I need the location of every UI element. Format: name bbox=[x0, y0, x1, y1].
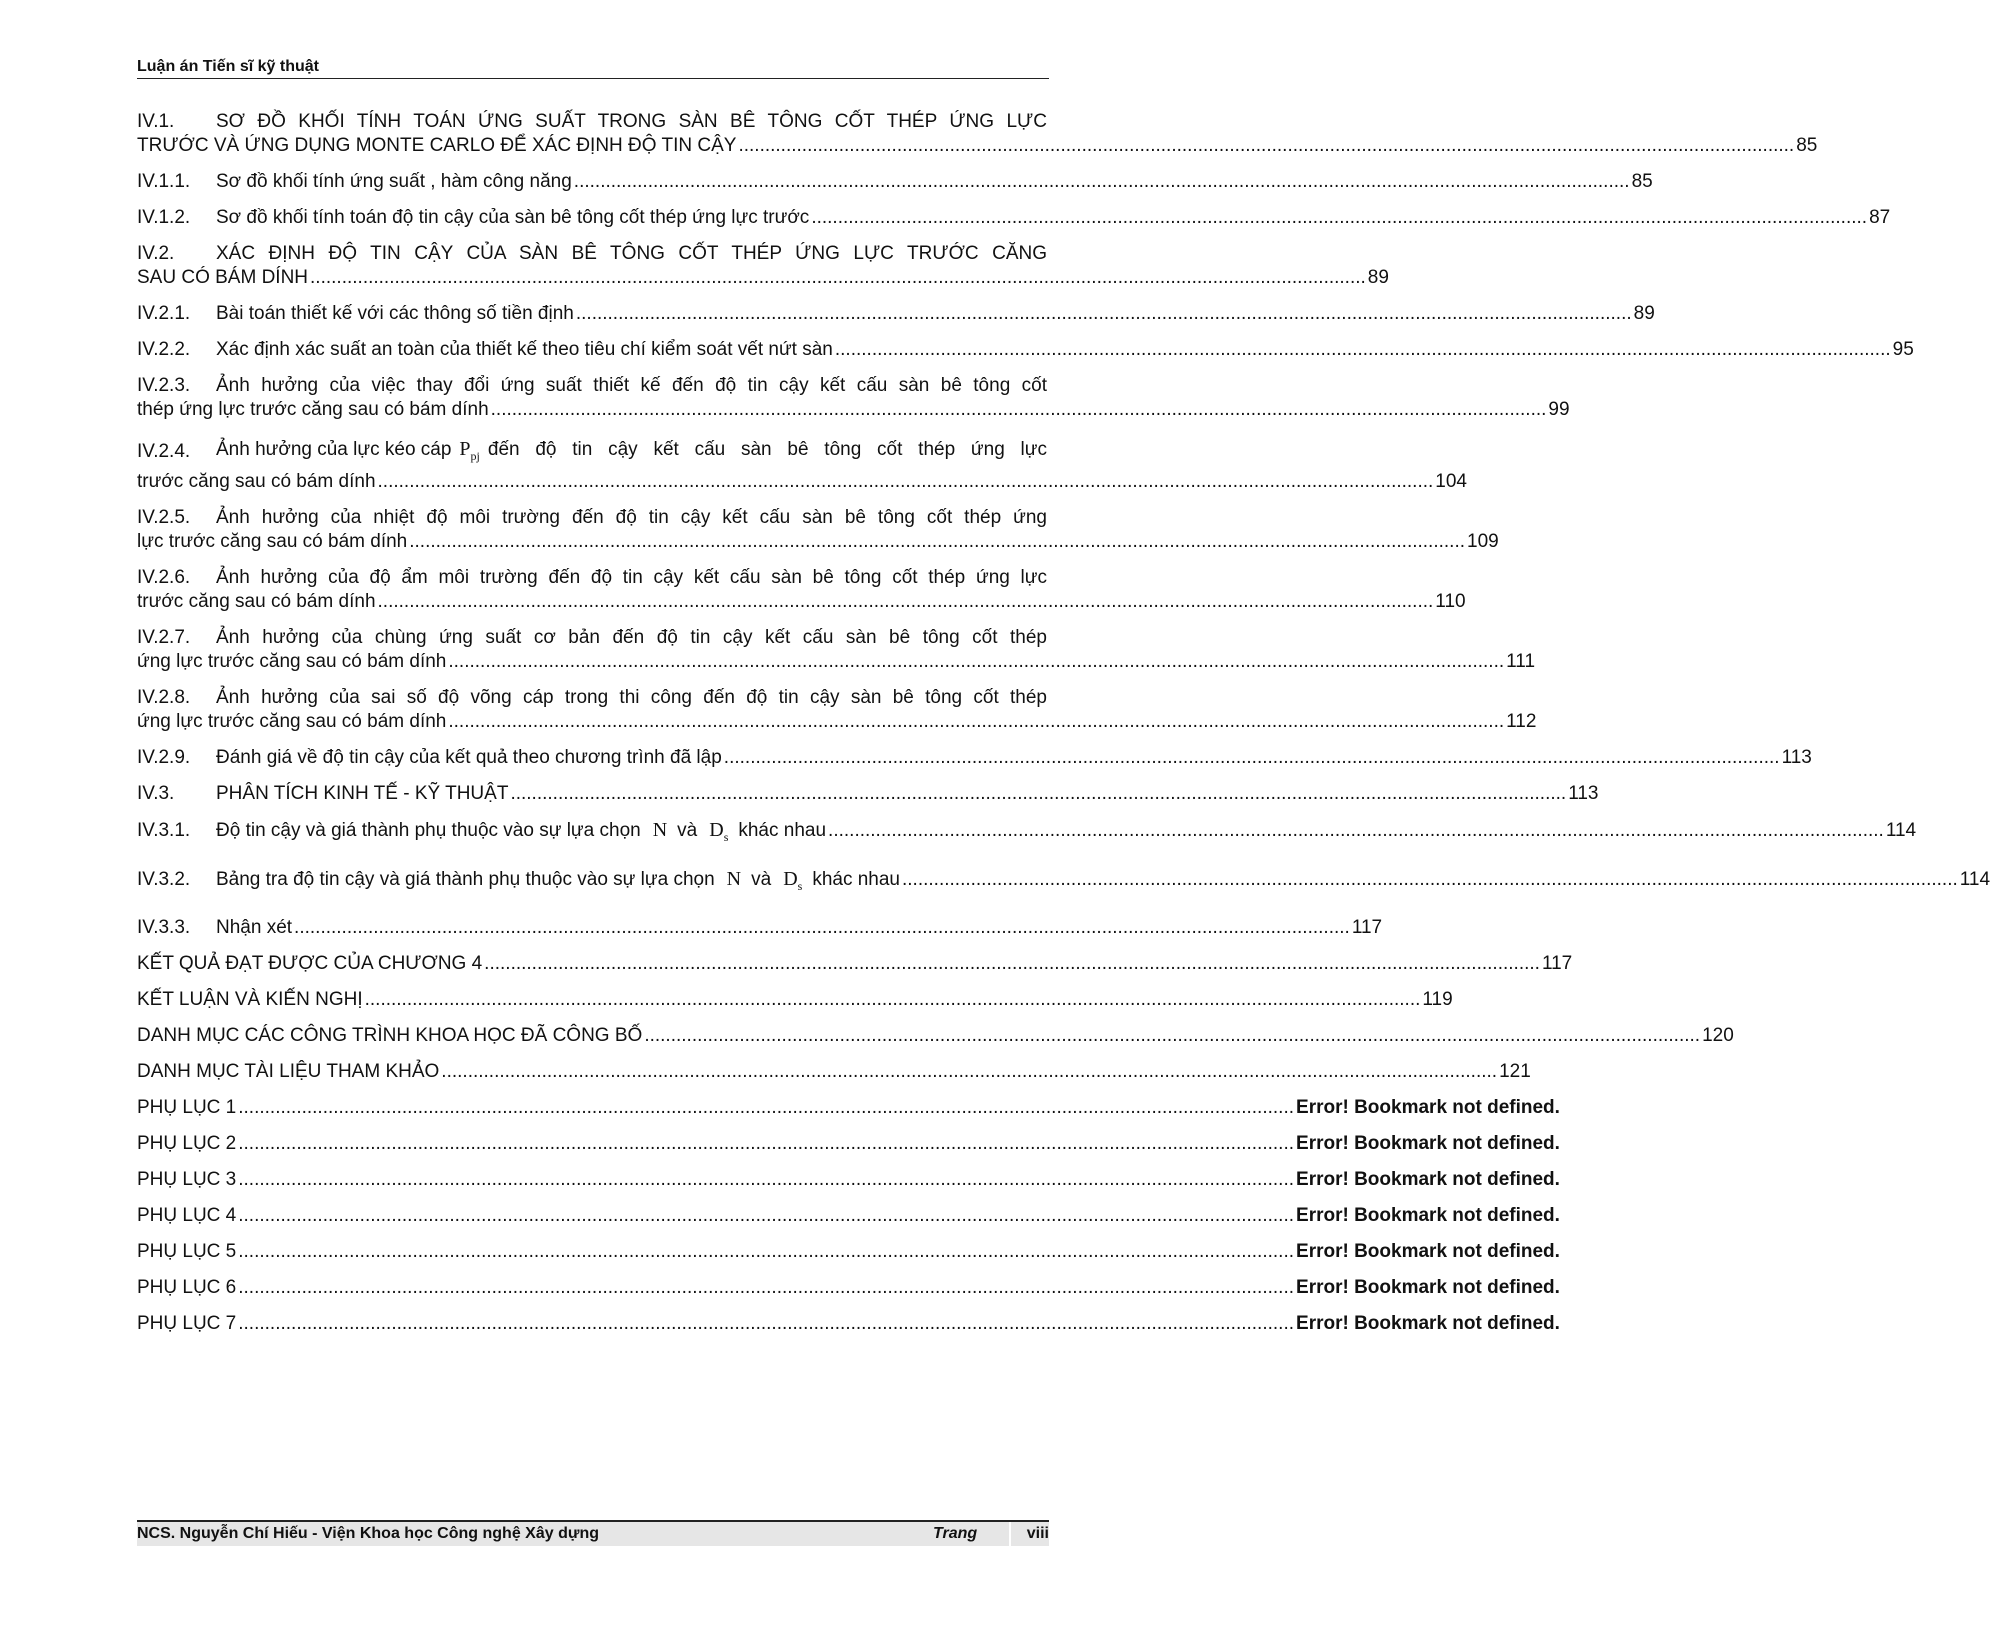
toc-entry-title-cont: SAU CÓ BÁM DÍNH bbox=[137, 267, 309, 288]
toc-entry-title-and: và bbox=[677, 820, 698, 841]
toc-leader: ........................................................................................................................................................................................................ bbox=[902, 869, 1958, 890]
toc-entry-page: 112 bbox=[1506, 711, 1537, 732]
toc-entry-title: PHỤ LỤC 2 bbox=[137, 1133, 237, 1154]
toc-entry-number: IV.2.1. bbox=[137, 303, 191, 324]
toc-entry-title: PHỤ LỤC 1 bbox=[137, 1097, 237, 1118]
toc-entry-number: IV.2. bbox=[137, 243, 175, 264]
toc-entry[interactable] bbox=[137, 782, 1599, 806]
toc-entry-number: IV.3.1. bbox=[137, 820, 191, 841]
toc-entry-title-cont: lực trước căng sau có bám dính bbox=[137, 531, 408, 552]
toc-entry-page: 119 bbox=[1422, 989, 1453, 1010]
toc-entry[interactable] bbox=[137, 916, 1383, 940]
toc-entry[interactable] bbox=[137, 1204, 1560, 1228]
toc-leader: ........................................................................................................................................................................................................ bbox=[448, 711, 1505, 732]
toc-entry-page-error: Error! Bookmark not defined. bbox=[1296, 1313, 1560, 1334]
toc-entry-title: Ảnh hưởng của nhiệt độ môi trường đến độ tin cậy kết cấu sàn bê tông cốt thép ứng bbox=[216, 507, 1047, 528]
toc-entry-page: 121 bbox=[1499, 1061, 1531, 1082]
toc-entry[interactable] bbox=[137, 338, 1914, 362]
toc-entry-page: 117 bbox=[1541, 953, 1573, 974]
toc-entry-number: IV.3. bbox=[137, 783, 175, 804]
toc-entry[interactable] bbox=[137, 434, 1467, 494]
toc-entry-title-and: và bbox=[751, 869, 772, 890]
toc-entry-title: PHỤ LỤC 6 bbox=[137, 1277, 237, 1298]
toc-entry[interactable] bbox=[137, 626, 1536, 674]
toc-entry[interactable] bbox=[137, 1060, 1531, 1084]
toc-leader: ........................................................................................................................................................................................................ bbox=[738, 135, 1795, 156]
toc-entry-page: 89 bbox=[1633, 303, 1655, 324]
toc-leader: ........................................................................................................................................................................................................ bbox=[409, 531, 1466, 552]
toc-leader: ........................................................................................................................................................................................................ bbox=[238, 1205, 1295, 1226]
toc-entry[interactable] bbox=[137, 170, 1653, 194]
toc-entry-page: 109 bbox=[1467, 531, 1499, 552]
toc-entry-page: 85 bbox=[1631, 171, 1653, 192]
toc-entry-number: IV.2.8. bbox=[137, 687, 191, 708]
toc-entry[interactable] bbox=[137, 952, 1573, 976]
toc-leader: ........................................................................................................................................................................................................ bbox=[510, 783, 1567, 804]
toc-entry-title: PHỤ LỤC 4 bbox=[137, 1205, 237, 1226]
toc-entry-number: IV.3.2. bbox=[137, 869, 191, 890]
toc-entry-title: Bài toán thiết kế với các thông số tiền định bbox=[216, 303, 574, 324]
toc-entry-title-rest: khác nhau bbox=[812, 869, 900, 890]
toc-entry-number: IV.2.3. bbox=[137, 375, 191, 396]
toc-entry[interactable] bbox=[137, 1240, 1560, 1264]
toc-entry[interactable] bbox=[137, 1168, 1560, 1192]
footer-author: NCS. Nguyễn Chí Hiếu - Viện Khoa học Công nghệ Xây dựng bbox=[137, 1525, 599, 1542]
toc-entry-title: Ảnh hưởng của lực kéo cáp bbox=[216, 438, 452, 460]
toc-entry-page: 85 bbox=[1796, 135, 1818, 156]
toc-entry-title: Ảnh hưởng của sai số độ võng cáp trong thi công đến độ tin cậy sàn bê tông cốt thép bbox=[216, 687, 1047, 708]
toc-entry-title-cont: TRƯỚC VÀ ỨNG DỤNG MONTE CARLO ĐỂ XÁC ĐỊNH ĐỘ TIN CẬY bbox=[137, 135, 737, 156]
toc-entry-page: 114 bbox=[1959, 869, 1990, 890]
toc-entry-page: 99 bbox=[1548, 399, 1570, 420]
toc-leader: ........................................................................................................................................................................................................ bbox=[490, 399, 1547, 420]
toc-leader: ........................................................................................................................................................................................................ bbox=[238, 1241, 1295, 1262]
toc-entry-title-cont: trước căng sau có bám dính bbox=[137, 471, 376, 492]
toc-entry-title: Độ tin cậy và giá thành phụ thuộc vào sự lựa chọn bbox=[216, 820, 641, 841]
toc-leader: ........................................................................................................................................................................................................ bbox=[238, 1277, 1295, 1298]
toc-entry-page-error: Error! Bookmark not defined. bbox=[1296, 1097, 1560, 1118]
toc-entry-title: Đánh giá về độ tin cậy của kết quả theo chương trình đã lập bbox=[216, 747, 722, 768]
toc-entry-page: 95 bbox=[1892, 339, 1914, 360]
toc-entry-page: 113 bbox=[1781, 747, 1812, 768]
toc-entry-title-cont: ứng lực trước căng sau có bám dính bbox=[137, 711, 447, 732]
page-header bbox=[137, 58, 1049, 79]
toc-entry-title: SƠ ĐỒ KHỐI TÍNH TOÁN ỨNG SUẤT TRONG SÀN BÊ TÔNG CỐT THÉP ỨNG LỰC bbox=[216, 111, 1047, 132]
toc-entry-number: IV.2.2. bbox=[137, 339, 191, 360]
toc-entry-title-cont: ứng lực trước căng sau có bám dính bbox=[137, 651, 447, 672]
toc-entry-title: Sơ đồ khối tính ứng suất , hàm công năng bbox=[216, 171, 572, 192]
toc-entry-page: 104 bbox=[1435, 471, 1467, 492]
toc-entry-title: Ảnh hưởng của việc thay đổi ứng suất thiết kế đến độ tin cậy kết cấu sàn bê tông cốt bbox=[216, 375, 1047, 396]
toc-entry-page: 89 bbox=[1367, 267, 1389, 288]
toc-entry-title: Ảnh hưởng của chùng ứng suất cơ bản đến độ tin cậy kết cấu sàn bê tông cốt thép bbox=[216, 627, 1047, 648]
toc-leader: ........................................................................................................................................................................................................ bbox=[238, 1097, 1295, 1118]
toc-entry-page: 117 bbox=[1351, 917, 1383, 938]
toc-entry-page: 113 bbox=[1568, 783, 1599, 804]
toc-entry-number: IV.2.5. bbox=[137, 507, 191, 528]
toc-entry-title: KẾT LUẬN VÀ KIẾN NGHỊ bbox=[137, 989, 363, 1010]
toc-leader: ........................................................................................................................................................................................................ bbox=[377, 591, 1434, 612]
toc-entry-title-rest: khác nhau bbox=[738, 820, 827, 841]
toc-entry-number: IV.1.2. bbox=[137, 207, 191, 228]
toc-entry[interactable] bbox=[137, 746, 1812, 770]
page-footer bbox=[137, 1520, 1049, 1546]
toc-leader: ........................................................................................................................................................................................................ bbox=[238, 1169, 1295, 1190]
toc-leader: ........................................................................................................................................................................................................ bbox=[644, 1025, 1701, 1046]
toc-entry-title: XÁC ĐỊNH ĐỘ TIN CẬY CỦA SÀN BÊ TÔNG CỐT THÉP ỨNG LỰC TRƯỚC CĂNG bbox=[216, 243, 1047, 264]
toc-leader: ........................................................................................................................................................................................................ bbox=[294, 917, 1350, 938]
toc-leader: ........................................................................................................................................................................................................ bbox=[575, 303, 1632, 324]
toc-entry-page: 111 bbox=[1506, 651, 1536, 672]
toc-entry-title-cont: thép ứng lực trước căng sau có bám dính bbox=[137, 399, 489, 420]
toc-entry-number: IV.1. bbox=[137, 111, 175, 132]
header-title: Luận án Tiến sĩ kỹ thuật bbox=[137, 58, 319, 75]
toc-entry[interactable] bbox=[137, 374, 1570, 422]
toc-entry[interactable] bbox=[137, 506, 1499, 554]
toc-leader: ........................................................................................................................................................................................................ bbox=[364, 989, 1421, 1010]
toc-entry[interactable] bbox=[137, 302, 1655, 326]
toc-entry[interactable] bbox=[137, 110, 1818, 158]
toc-entry[interactable] bbox=[137, 1276, 1560, 1300]
toc-leader: ........................................................................................................................................................................................................ bbox=[828, 820, 1884, 841]
toc-entry[interactable] bbox=[137, 1096, 1560, 1120]
toc-entry-page: 87 bbox=[1869, 207, 1891, 228]
toc-entry[interactable] bbox=[137, 686, 1537, 734]
toc-leader: ........................................................................................................................................................................................................ bbox=[811, 207, 1868, 228]
toc-entry-title: Sơ đồ khối tính toán độ tin cậy của sàn bê tông cốt thép ứng lực trước bbox=[216, 207, 810, 228]
math-symbol-n: N bbox=[726, 868, 742, 890]
toc-entry[interactable] bbox=[137, 818, 1917, 849]
toc-entry-title-cont: trước căng sau có bám dính bbox=[137, 591, 376, 612]
toc-entry-title: PHỤ LỤC 3 bbox=[137, 1169, 237, 1190]
toc-entry-page-error: Error! Bookmark not defined. bbox=[1296, 1241, 1560, 1262]
toc-leader: ........................................................................................................................................................................................................ bbox=[484, 953, 1540, 974]
toc-entry-number: IV.3.3. bbox=[137, 917, 191, 938]
toc-leader: ........................................................................................................................................................................................................ bbox=[723, 747, 1780, 768]
toc-entry-title: Bảng tra độ tin cậy và giá thành phụ thuộc vào sự lựa chọn bbox=[216, 869, 715, 890]
toc-entry-number: IV.1.1. bbox=[137, 171, 191, 192]
toc-entry[interactable] bbox=[137, 988, 1453, 1012]
toc-entry-title: Ảnh hưởng của độ ẩm môi trường đến độ tin cậy kết cấu sàn bê tông cốt thép ứng lực bbox=[216, 567, 1047, 588]
toc-entry-title: DANH MỤC CÁC CÔNG TRÌNH KHOA HỌC ĐÃ CÔNG BỐ bbox=[137, 1025, 643, 1046]
toc-entry-number: IV.2.7. bbox=[137, 627, 191, 648]
footer-page-number: viii bbox=[1009, 1522, 1049, 1546]
toc-leader: ........................................................................................................................................................................................................ bbox=[238, 1313, 1295, 1334]
toc-entry-number: IV.2.4. bbox=[137, 441, 191, 462]
math-symbol-n: N bbox=[652, 819, 668, 841]
toc-entry[interactable] bbox=[137, 1024, 1734, 1048]
toc-entry-title: KẾT QUẢ ĐẠT ĐƯỢC CỦA CHƯƠNG 4 bbox=[137, 953, 483, 974]
toc-entry-page: 110 bbox=[1435, 591, 1466, 612]
toc-entry-number: IV.2.9. bbox=[137, 747, 191, 768]
toc-entry-title: PHÂN TÍCH KINH TẾ - KỸ THUẬT bbox=[216, 783, 509, 804]
toc-entry[interactable] bbox=[137, 1132, 1560, 1156]
toc-leader: ........................................................................................................................................................................................................ bbox=[834, 339, 1891, 360]
toc-leader: ........................................................................................................................................................................................................ bbox=[377, 471, 1434, 492]
toc-entry-title: DANH MỤC TÀI LIỆU THAM KHẢO bbox=[137, 1061, 440, 1082]
math-symbol-d-s: $D_s$ bbox=[709, 819, 729, 844]
math-symbol-p-pj: $P_{pj}$ bbox=[459, 437, 480, 463]
toc-leader: ........................................................................................................................................................................................................ bbox=[238, 1133, 1295, 1154]
toc-leader: ........................................................................................................................................................................................................ bbox=[448, 651, 1505, 672]
toc-entry-title: PHỤ LỤC 7 bbox=[137, 1313, 237, 1334]
math-symbol-d-s: $D_s$ bbox=[783, 868, 803, 893]
toc-leader: ........................................................................................................................................................................................................ bbox=[310, 267, 1366, 288]
toc-entry-page-error: Error! Bookmark not defined. bbox=[1296, 1277, 1560, 1298]
toc-entry-page: 114 bbox=[1885, 820, 1917, 841]
toc-leader: ........................................................................................................................................................................................................ bbox=[573, 171, 1630, 192]
toc-entry-page-error: Error! Bookmark not defined. bbox=[1296, 1205, 1560, 1226]
toc-leader: ........................................................................................................................................................................................................ bbox=[441, 1061, 1498, 1082]
toc-entry-title: Nhận xét bbox=[216, 917, 293, 938]
toc-entry-page-error: Error! Bookmark not defined. bbox=[1296, 1133, 1560, 1154]
toc-entry-page: 120 bbox=[1702, 1025, 1734, 1046]
toc-entry-title: PHỤ LỤC 5 bbox=[137, 1241, 237, 1262]
toc-entry-title: Xác định xác suất an toàn của thiết kế theo tiêu chí kiểm soát vết nứt sàn bbox=[216, 339, 833, 360]
toc-entry-title-rest: đến độ tin cậy kết cấu sàn bê tông cốt thép ứng lực bbox=[487, 438, 1047, 460]
toc-entry[interactable] bbox=[137, 242, 1389, 290]
toc-entry-page-error: Error! Bookmark not defined. bbox=[1296, 1169, 1560, 1190]
toc-entry[interactable] bbox=[137, 206, 1891, 230]
toc-entry-number: IV.2.6. bbox=[137, 567, 191, 588]
footer-page-label: Trang bbox=[933, 1525, 978, 1542]
toc-entry[interactable] bbox=[137, 1312, 1560, 1336]
toc-entry[interactable] bbox=[137, 566, 1466, 614]
toc-entry[interactable] bbox=[137, 867, 1990, 898]
table-of-contents bbox=[137, 110, 1990, 1348]
